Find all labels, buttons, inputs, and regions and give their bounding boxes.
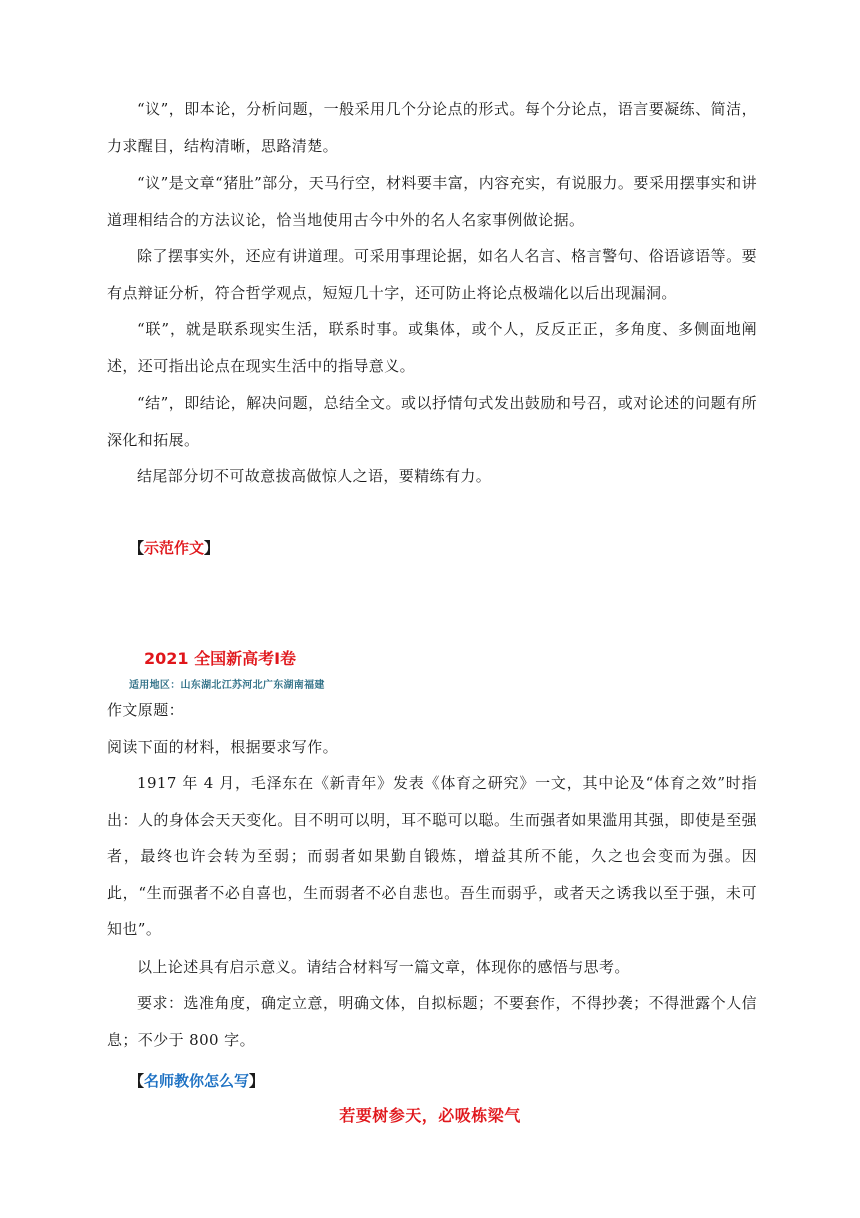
model-essay-heading	[129, 537, 219, 558]
prompt-material: 1917 年 4 月，毛泽东在《新青年》发表《体育之研究》一文，其中论及“体育之效”时指出：人的身体会天天变化。目不明可以明，耳不聪可以聪。生而强者如果滥用其强，即使是至强者，最终也许会转为至弱；而弱者如果勤自锻炼，增益其所不能，久之也会变而为强。因此，“生而强者不必自喜也，生而弱者不必自悲也。吾生而弱乎，或者天之诱我以至于强，未可知也”。	[107, 774, 757, 938]
paragraph-jie: “结”，即结论，解决问题，总结全文。或以抒情句式发出鼓励和号召，或对论述的问题有所深化和拓展。	[107, 394, 757, 449]
bracket-open: 【	[129, 1072, 145, 1090]
bracket-open: 【	[129, 539, 145, 557]
prompt-inspiration: 以上论述具有启示意义。请结合材料写一篇文章，体现你的感悟与思考。	[137, 958, 630, 976]
bracket-close: 】	[204, 539, 220, 557]
paragraph-yi-definition: “议”，即本论，分析问题，一般采用几个分论点的形式。每个分论点，语言要凝练、简洁，力求醒目，结构清晰，思路清楚。	[107, 100, 757, 155]
prompt-instruction: 阅读下面的材料，根据要求写作。	[107, 738, 339, 756]
essay-title: 若要树参天，必吸栋梁气	[339, 1106, 521, 1125]
prompt-requirements: 要求：选准角度，确定立意，明确文体，自拟标题；不要套作，不得抄袭；不得泄露个人信息；不少于 800 字。	[107, 994, 757, 1049]
prompt-label: 作文原题：	[107, 701, 185, 719]
teacher-heading	[129, 1070, 264, 1091]
teacher-heading-text: 名师教你怎么写	[144, 1072, 250, 1090]
exam-title: 2021 全国新高考Ⅰ卷	[144, 649, 297, 668]
bracket-close: 】	[249, 1072, 265, 1090]
paragraph-reasoning: 除了摆事实外，还应有讲道理。可采用事理论据，如名人名言、格言警句、俗语谚语等。要有点辩证分析，符合哲学观点，短短几十字，还可防止将论点极端化以后出现漏洞。	[107, 247, 757, 302]
exam-region: 适用地区：山东湖北江苏河北广东湖南福建	[129, 680, 325, 691]
paragraph-lian: “联”，就是联系现实生活，联系时事。或集体，或个人，反反正正，多角度、多侧面地阐述，还可指出论点在现实生活中的指导意义。	[107, 320, 757, 375]
paragraph-ending: 结尾部分切不可故意拔高做惊人之语，要精练有力。	[137, 467, 492, 485]
model-essay-heading-text: 示范作文	[144, 539, 205, 557]
paragraph-yi-body: “议”是文章“猪肚”部分，天马行空，材料要丰富，内容充实，有说服力。要采用摆事实和讲道理相结合的方法议论，恰当地使用古今中外的名人名家事例做论据。	[107, 174, 757, 229]
